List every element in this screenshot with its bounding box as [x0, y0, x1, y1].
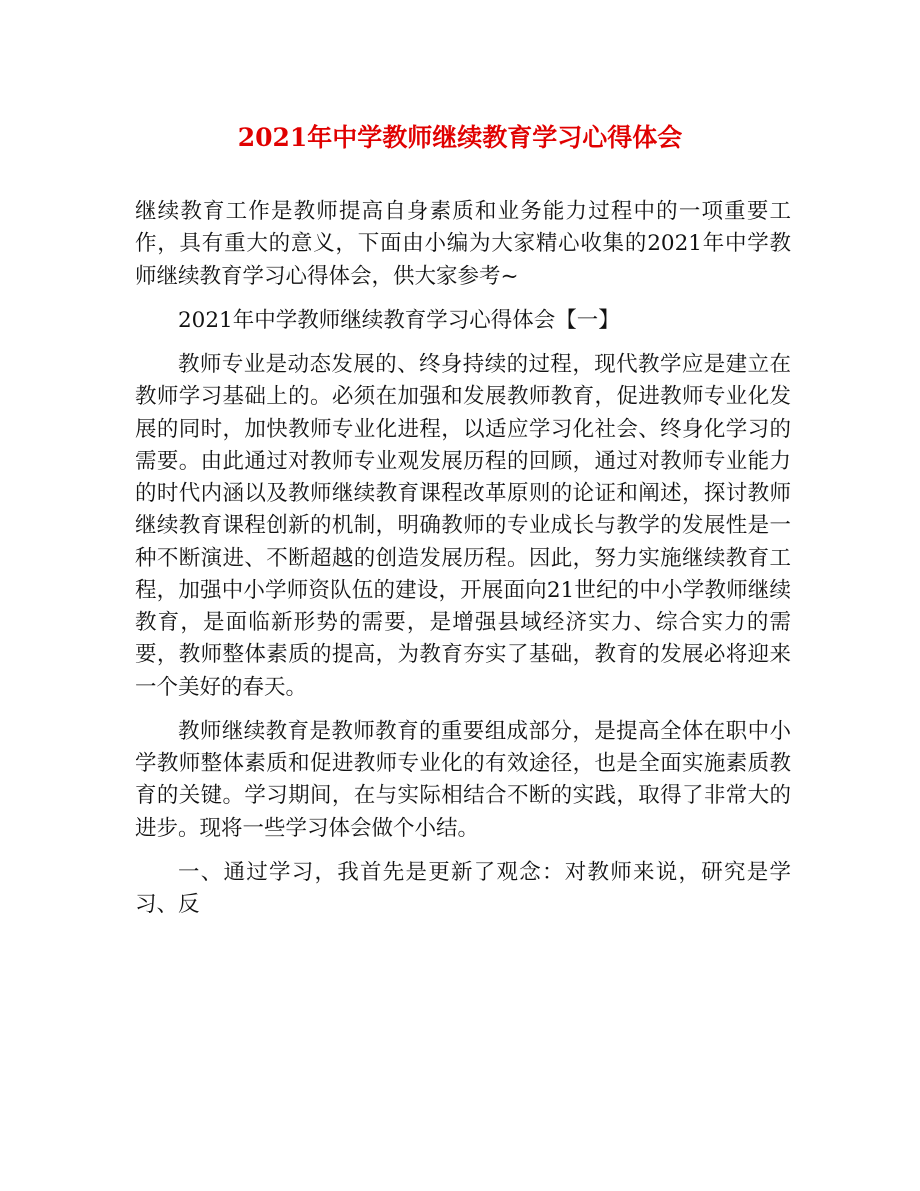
body-paragraph-1: 教师专业是动态发展的、终身持续的过程，现代教学应是建立在教师学习基础上的。必须在加强和发展教师教育，促进教师专业化发展的同时，加快教师专业化进程，以适应学习化社会、终身化学习的需要。由此通过对教师专业观发展历程的回顾，通过对教师专业能力的时代内涵以及教师继续教育课程改革原则的论证和阐述，探讨教师继续教育课程创新的机制，明确教师的专业成长与教学的发展性是一种不断演进、不断超越的创造发展历程。因此，努力实施继续教育工程，加强中小学师资队伍的建设，开展面向21世纪的中小学教师继续教育，是面临新形势的需要，是增强县域经济实力、综合实力的需要，教师整体素质的提高，为教育夯实了基础，教育的发展必将迎来一个美好的春天。 — [135, 352, 791, 700]
intro-paragraph: 继续教育工作是教师提高自身素质和业务能力过程中的一项重要工作，具有重大的意义，下面由小编为大家精心收集的2021年中学教师继续教育学习心得体会，供大家参考~ — [135, 199, 791, 289]
body-paragraph-2: 教师继续教育是教师教育的重要组成部分，是提高全体在职中小学教师整体素质和促进教师专业化的有效途径，也是全面实施素质教育的关键。学习期间，在与实际相结合不断的实践，取得了非常大的进步。现将一些学习体会做个小结。 — [135, 718, 791, 841]
document-body — [135, 196, 791, 933]
body-paragraph-3: 一、通过学习，我首先是更新了观念：对教师来说，研究是学习、反 — [135, 859, 791, 917]
document-title: 2021年中学教师继续教育学习心得体会 — [237, 123, 683, 152]
section-heading: 2021年中学教师继续教育学习心得体会【一】 — [178, 307, 620, 333]
